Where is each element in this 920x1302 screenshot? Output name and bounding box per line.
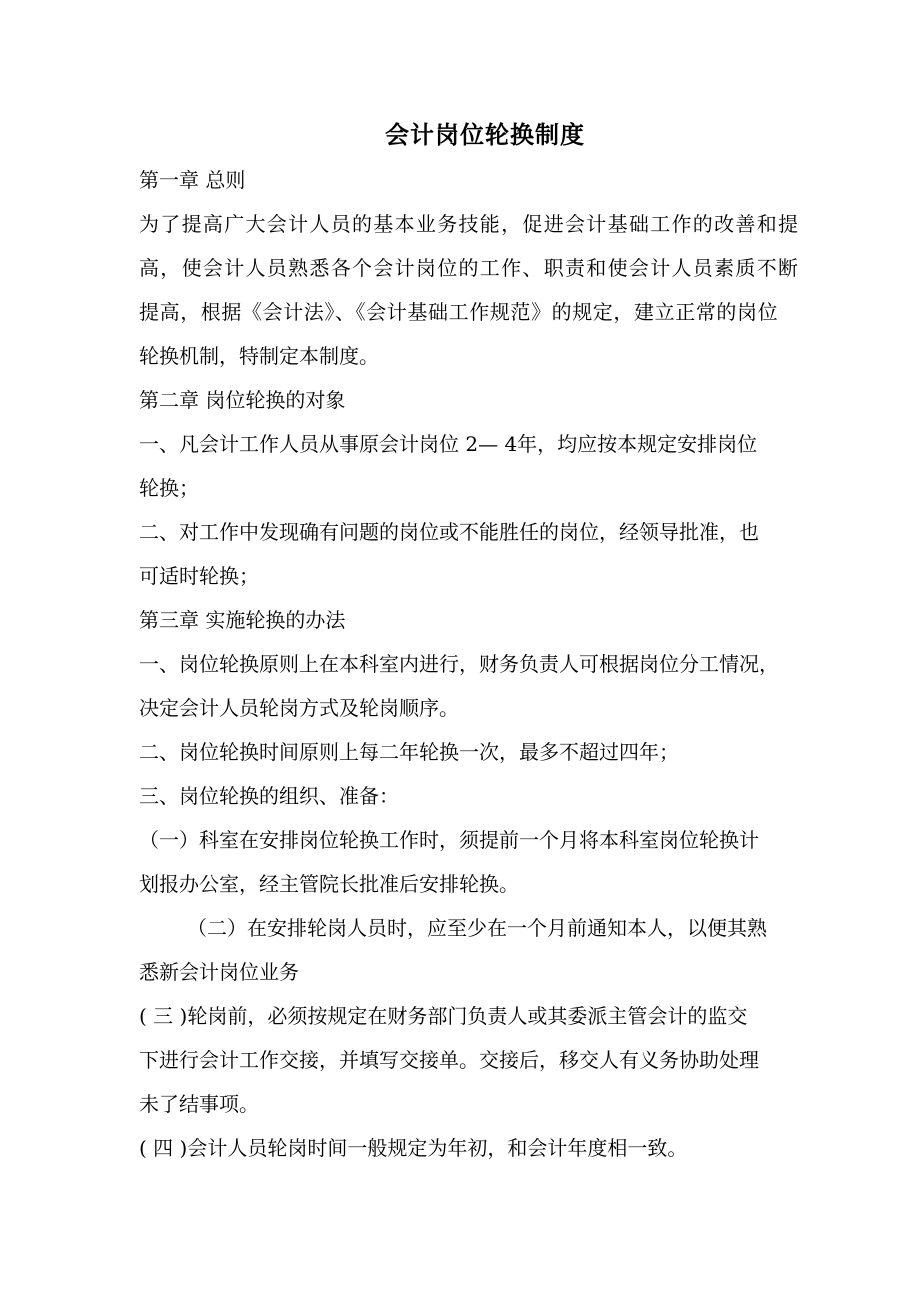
paragraph-line: （一）科室在安排岗位轮换工作时，须提前一个月将本科室岗位轮换计 [139,828,759,852]
document-title: 会计岗位轮换制度 [385,120,585,149]
paragraph-line: 划报办公室，经主管院长批准后安排轮换。 [139,872,519,896]
paragraph-line: 未了结事项。 [139,1092,259,1116]
paragraph-line: 一、凡会计工作人员从事原会计岗位 2— 4年，均应按本规定安排岗位 [139,432,758,456]
document-body [139,158,799,1170]
paragraph-line: 轮换机制，特制定本制度。 [139,344,379,368]
chapter-3-heading: 第三章 实施轮换的办法 [139,608,346,632]
paragraph-line: ( 三 )轮岗前，必须按规定在财务部门负责人或其委派主管会计的监交 [139,1004,748,1028]
paragraph-line: 二、岗位轮换时间原则上每二年轮换一次，最多不超过四年； [139,740,679,764]
chapter-1-heading: 第一章 总则 [139,168,246,192]
paragraph-line: 高，使会计人员熟悉各个会计岗位的工作、职责和使会计人员素质不断 [139,256,800,280]
paragraph-line: 可适时轮换； [139,564,259,588]
paragraph-line: （二）在安排轮岗人员时，应至少在一个月前通知本人，以便其熟 [187,916,767,940]
paragraph-line: 二、对工作中发现确有问题的岗位或不能胜任的岗位，经领导批准，也 [139,520,759,544]
paragraph-line: 轮换； [139,476,199,500]
chapter-2-heading: 第二章 岗位轮换的对象 [139,388,346,412]
paragraph-line: 悉新会计岗位业务 [139,960,299,984]
paragraph-line: 一、岗位轮换原则上在本科室内进行，财务负责人可根据岗位分工情况， [139,652,779,676]
paragraph-line: 为了提高广大会计人员的基本业务技能，促进会计基础工作的改善和提 [139,212,800,236]
paragraph-line: 三、岗位轮换的组织、准备： [139,784,399,808]
paragraph-line: 提高，根据《会计法》、《会计基础工作规范》的规定，建立正常的岗位 [139,300,779,324]
paragraph-line: 下进行会计工作交接，并填写交接单。交接后，移交人有义务协助处理 [139,1048,759,1072]
paragraph-line: 决定会计人员轮岗方式及轮岗顺序。 [139,696,459,720]
paragraph-line: ( 四 )会计人员轮岗时间一般规定为年初，和会计年度相一致。 [139,1136,688,1160]
